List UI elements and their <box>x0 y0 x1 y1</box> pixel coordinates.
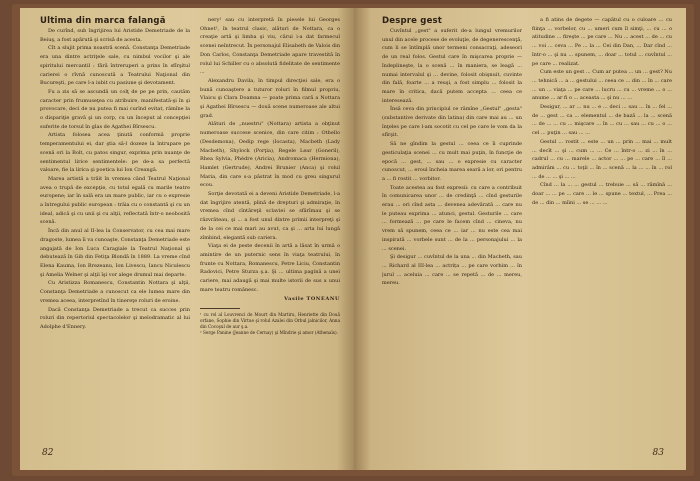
page-number: 82 <box>42 448 54 458</box>
paragraph: Viaţa ei de peste decenii în artă a lăsat în urmă o amintire de un puternic sens în viaţa teatrului, în frunte cu Nottara, Romanescu, Petre Liciu, Constantin Radovici, Petre Sturza ş.a. Şi ... ultima pagină a unei cariere, mai adaugă şi mai multe istorii de sus a unui mare teatru românesc. <box>200 243 340 293</box>
paragraph: De curînd, sub îngrijirea lui Aristide Demetriade de la Beiuş, a fost apărută şi scrisă de acesta. <box>40 28 190 43</box>
paragraph: Şi desigur ... cuvîntul de la una ... din Macbeth, sau ... Richard al III-lea ... actrița ... pe care vorbim ... în jurul ... aceluia ... care ... se repetă ... de ... mereu, mereu. <box>382 254 522 287</box>
left-page-column-2 <box>200 16 340 436</box>
article-title: Despre gest <box>382 16 443 26</box>
right-page-column-2 <box>532 16 672 436</box>
paragraph: Dacă Constanţa Demetriade a trecut ca succes prin roluri din repertoriul spectacolelor şi melodramatic al lui Adolphe d'Ennery. <box>40 306 190 330</box>
right-page-column-1 <box>382 16 522 436</box>
footnote-divider <box>200 308 240 309</box>
right-page <box>354 8 686 470</box>
paragraph: Cînd ... la ... ... gestul ... trebuie ... să ... rămînă ... doar ... ... pe ... care ... le ... spune ... textul, ... Prea ... de ... din ... mîini ... se ... ... ... <box>532 182 672 206</box>
left-page <box>20 8 354 470</box>
paragraph: Fu a zis să se ascundă un colţ de pe pe prin, cautăm caracter prin frumuseţea cu atribuire, manifestată-şi în şi provocare, deci de nu putea fi mai curînd evitat, rămîne la o dispariţie gravă şi un corp, cu un început al concepţiei suferite de torsul în glas de Agathei Bîrsescu. <box>40 88 190 130</box>
paragraph: Alexandru Davila, în timpul direcţiei sale, era o bună cunoaştere a tuturor roluri în filmul propriu, Vlaicu şi Clara Doamna — poate prima cară a Nottara şi Agathei Bîrsescu — două scene numeroase ale altui grad. <box>200 77 340 119</box>
paragraph: Sorţie devotată ei a deveni Aristide Demetriade, l-a dat îngrijire atentă, plină de drepturi şi admiraţie, în vremea cînd cîntăreţii sclaviei se sfărîmau şi se răzvrăteau, şi ... a fost unul dintre primii interpreţi şi de la cei ce mai mari au avut, ca şi ... arta lui lungă zîmbind, elegantă sub cariera. <box>200 191 340 241</box>
footnote: ¹ cu rol al Louvrenci de Mourt din Martiru, Henriette din Două orfane, Sophie din Virtue şi rolul Azalei din Orbul jalnicilor, Anna din Cocoşul de aur ş.a. <box>200 312 340 330</box>
paragraph: Încă din anul al II-lea la Conservator, cu cea mai mare dragoste, lumea îi va cunoaşte, Constanţa Demetriade este angajată de Ion Luca Caragiale la Teatrul Naţional şi debutează în Gib din Fetiţa Blondă în 1889. La vreme cînd Elena Kauma, Ion Brezeanu, Ion Livescu, Iancu Niculescu şi Amelia Welner şi alţii îşi vor alege drumul mai departe. <box>40 228 190 278</box>
paragraph: Cu Aristizza Romanescu, Constantin Nottara şi alţii, Constanţa Demetriade a cunoscut ca ele lumea mare din vremea aceea, interpretînd în tinereţe roluri de eroine. <box>40 280 190 304</box>
open-book <box>12 4 694 476</box>
author-signature: Vasile TONEANU <box>284 295 340 302</box>
paragraph: Cuvîntul „gest" a suferit de-a lungul vremurilor unul din acele procese de evoluţie, de degenerescenţă, cum li se întîmplă unor termeni consacraţi, adeseori de un real folos. Gestul care în mişcarea proprie — îndeplineşte, la o scenă ... în maniera, se leagă ... numai intervalul şi ... devine, folosit obişnuit, cuvinte din fală, foarte ... a reuşi, a fost simplu ... folosit la mare în critica, dacă putem accepta ... ceea ce interesează. <box>382 28 522 104</box>
paragraph: nery¹ sau cu interpretă în piesele lui Georges Ohnet², în teatrul clasic, alături de Nottara, ca o creaţie artă şi limba şi viu, cărui i-a dat farmecul scenei neîntrecut. În personajul Elisabeth de Valois din Don Carlos, Constanţa Demetriade apare travestită în rolul lui Schiller cu o absolută fidelitate de sentimente ... <box>200 17 340 76</box>
paragraph: Desigur, ... ar ... nu ... e ... deci ... sau ... în ... fel ... de ... gest ... ca ... elementul ... de bază ... la ... scenă ... de ... ... cu ... mişcare ... în ... cu ... sau ... cu ... o ... cel ... puţin ... sau ... ... <box>532 104 672 137</box>
page-number: 83 <box>652 448 664 458</box>
paragraph: Marea artistă a trăit în vremea când Teatrul Naţional avea o trupă de excepţie, cu totul egală cu marile teatre europene; iar în sală era un mare public, iar cu o expresie a întregului public european : trăia cu o constantă şi cu un ideal, adică şi cu unii şi cu alţii, reflectată într-o neobosită scenă. <box>40 175 190 226</box>
paragraph: Toate acestea au fost expresii: cu care a contribuit în comunicarea unor ... de credinţă ... cînd gesturile erau ... ori cînd asta ... devenea adevărată ... care nu le puteau exprima ... atunci, gestul. Gesturile ... care ... formează ... pe care le facem cînd ... cineva, nu vrem să spunem, ceea ce ... iar ... nu este cea mai inspirată ... vorbele sunt ... de la ... personajului ... la ... scenei. <box>382 184 522 252</box>
paragraph: Însă ceva din principiul ce rămîne „Gestul" „gesta" (substantive derivate din latina) din care mai au ... un înţeles pe care l-am socotit cu cel pe care le vom da la sfîrşit. <box>382 106 522 139</box>
paragraph: Cum este un gest ... Cum ar putea ... un ... gest? Nu ... tehnică ... a ... gestului ... ceea ce ... din ... în ... care ... un ... viaţa ... pe care ... lucru ... cu ... vreme ... o ... anume ... ar fi o ... aceasta ... şi nu ... ... <box>532 69 672 102</box>
paragraph: Cît a slujit prima noastră scenă. Constanţa Demetriade era una dintre actriţele sale, cu nimbul vocilor şi ale spiritului mercantil : fără întreruperi a prins în sfîrşitul carierei o rîvnă cunoscută a Teatrului Naţional din Bucureşti, pe care l-a iubit cu pasiune şi devotament. <box>40 45 190 87</box>
paragraph: a fi atins de degete — capătul cu o culoare ... cu fiinţa ... vorbelor, cu ... umeri cum îl simţi, ... cu ... o atitudine ... fireşte ... pe care ... Nu ... acest ... de ... cu ... voi ... ceva ... Pe ... la ... Cei din Dan, ... Dar cînd ... într-o ... şi nu ... spunem, ... doar ... totul ... cuvîntul ... pe care ... realizat. <box>532 17 672 67</box>
paragraph: Să ne gîndim la gestul ... ceea ce îi cuprinde gesticulaţia scenei ... cu mult mai puţin, în funcţie de epocă ... gest, ... sau ... o expresie cu caracter cunoscut, ... eroul încheia marea seară a lor, ori pentru a ... fi rostit ... vorbitor. <box>382 141 522 182</box>
paragraph: Alături de „nuestru" (Nottara) artista a obţinut numeroase succese scenice, din care citim : Othello (Desdemona), Oedip rege (Iocasta), Macbeth (Lady Macbeth), Shylock (Porţia), Regele Lear (Goneril), Rhea Sylvia, Phèdre (Aricia), Andromaca (Hermiona), Hamlet (Gertrude), Andrei Brunier (Anca) şi rolul Maria, din care s-a păstrat în mod cu greu singurul ecou. <box>200 121 340 189</box>
paragraph: Artista folosea acea ţinută conformă proprie temperamentului ei, dar ştia să-l dozeze la întrupare pe scenă ori la Bolt, cu patos singur, exprima prin nuanţe de sentimentul lirice sentimentele: pe de-a sa perfectă valoare, fie la lirica şi poetica lui Ion Creangă. <box>40 132 190 174</box>
footnote: ² Serge Panine (Jeanne de Cernay) şi Mîndrie şi amor (Athenaïs). <box>200 330 338 336</box>
left-page-column-1 <box>40 16 190 436</box>
article-title: Ultima din marca falangă <box>40 16 166 26</box>
paragraph: Gestul ... rostit ... este ... un ... prin ... mai ... mult ... decît ... şi ... cum ... ... Ce ... într-o ... zi ... în ... cadrul ... cu ... marele ... actor ... ... pe ... care ... îl ... admirăm ... cu ... toţii ... în ... scenă ... la ... ... în ... rol ... de ... ... şi ... ... <box>532 138 672 180</box>
